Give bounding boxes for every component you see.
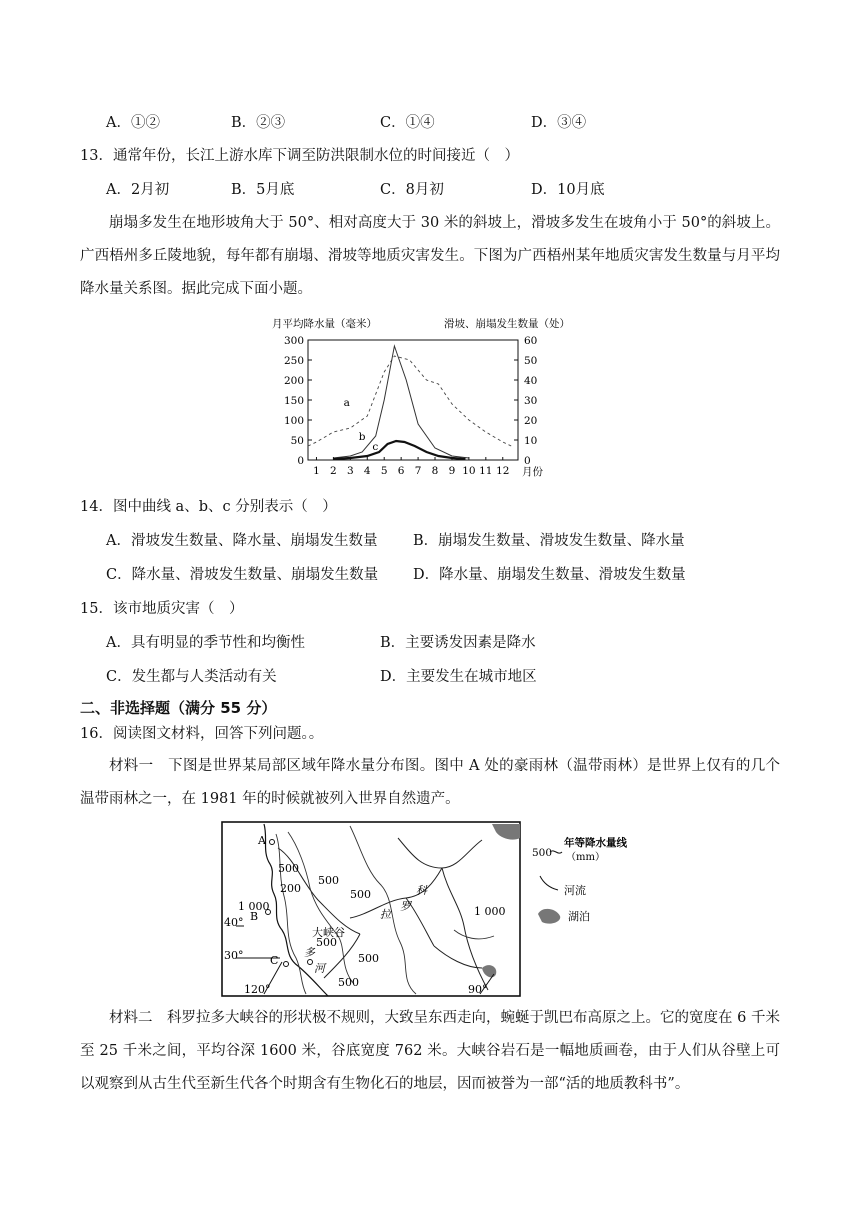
q14-stem: 14．图中曲线 a、b、c 分别表示（ ） [80, 499, 337, 515]
q15-option-a: A．具有明显的季节性和均衡性 [106, 635, 305, 651]
map-latitude-label: 30° [224, 949, 244, 962]
chart-x-tick-label: 9 [448, 465, 456, 477]
q13-option-d: D．10月底 [531, 182, 605, 198]
map-point-c: C [270, 954, 279, 967]
q14-option-c: C．降水量、滑坡发生数量、崩塌发生数量 [106, 567, 379, 583]
landslide-rainfall-chart [270, 312, 570, 480]
map-point-b: B [250, 910, 259, 923]
chart-series-label-a: a [343, 397, 350, 409]
q13-stem: 13．通常年份，长江上游水库下调至防洪限制水位的时间接近（ ） [80, 148, 519, 164]
chart-series-label-c: c [372, 441, 379, 453]
map-isohyet-label: 500 [316, 936, 337, 949]
legend-lake-icon [538, 909, 560, 924]
q13-option-c: C．8月初 [380, 182, 444, 198]
chart-x-tick-label: 8 [431, 465, 439, 477]
chart-left-tick-label: 0 [297, 455, 304, 467]
q16-material-two: 材料二 科罗拉多大峡谷的形状极不规则，大致呈东西走向，蜿蜒于凯巴布高原之上。它的宽度在 6 千米至 25 千米之间，平均谷深 1600 米，谷底宽度 762 米。大峡谷岩石是一幅地质画卷，由于人们从谷壁上可以观察到从古生代至新生代各个时期含有生物化石的地层，因而被誉为一部“活的地质教科书”。 [80, 1010, 780, 1092]
map-isohyet-label: 500 [278, 862, 299, 875]
chart-right-tick-label: 30 [524, 395, 538, 407]
legend-river: 河流 [564, 884, 586, 897]
chart-right-tick-label: 10 [524, 435, 538, 447]
map-point-a: A [258, 834, 266, 847]
legend-lake: 湖泊 [568, 910, 590, 923]
chart-x-tick-label: 1 [313, 465, 320, 477]
q15-option-c: C．发生都与人类活动有关 [106, 669, 277, 685]
chart-x-axis-title: 月份 [522, 466, 543, 478]
map-isohyet-label: 1 000 [474, 905, 506, 918]
chart-x-tick-label: 11 [479, 465, 493, 477]
landslide-intro-paragraph: 崩塌多发生在地形坡角大于 50°、相对高度大于 30 米的斜坡上，滑坡多发生在坡角小于 50°的斜坡上。广西梧州多丘陵地貌，每年都有崩塌、滑坡等地质灾害发生。下图为广西梧州某年地质灾害发生数量与月平均降水量关系图。据此完成下面小题。 [80, 215, 780, 297]
chart-x-tick-label: 10 [462, 465, 476, 477]
precipitation-map [220, 818, 640, 998]
chart-left-axis-title: 月平均降水量（毫米） [272, 318, 377, 330]
chart-right-tick-label: 0 [524, 455, 531, 467]
chart-left-tick-label: 300 [283, 335, 304, 347]
map-river-char: 河 [314, 962, 325, 975]
legend-isohyet-title: 年等降水量线 [564, 837, 627, 849]
q15-option-d: D．主要发生在城市地区 [380, 669, 537, 685]
q12-option-b: B．②③ [231, 115, 286, 131]
map-longitude-label: 90° [468, 983, 488, 996]
chart-x-tick-label: 3 [346, 465, 354, 477]
q14-option-a: A．滑坡发生数量、降水量、崩塌发生数量 [106, 533, 378, 549]
map-isohyet-label: 500 [358, 952, 379, 965]
q13-option-a: A．2月初 [106, 182, 170, 198]
q15-stem: 15．该市地质灾害（ ） [80, 601, 244, 617]
chart-x-tick-label: 4 [363, 465, 371, 477]
q13-option-b: B．5月底 [231, 182, 295, 198]
chart-right-tick-label: 40 [524, 375, 538, 387]
chart-x-tick-label: 5 [380, 465, 388, 477]
legend-isohyet-unit: （mm） [566, 852, 605, 863]
q12-option-d: D．③④ [531, 115, 587, 131]
map-isohyet-label: 1 000 [238, 900, 270, 913]
chart-right-axis-title: 滑坡、崩塌发生数量（处） [444, 318, 570, 330]
q14-option-d: D．降水量、崩塌发生数量、滑坡发生数量 [413, 567, 686, 583]
map-river-char: 科 [416, 884, 427, 897]
chart-series-label-b: b [358, 431, 366, 443]
chart-left-tick-label: 50 [290, 435, 304, 447]
map-isohyet-label: 200 [280, 882, 301, 895]
q12-option-c: C．①④ [380, 115, 435, 131]
chart-right-tick-label: 20 [524, 415, 538, 427]
q16-stem: 16．阅读图文材料，回答下列问题。。 [80, 726, 324, 742]
section-heading: 二、非选择题（满分 55 分） [80, 699, 277, 717]
map-river-char: 多 [304, 946, 315, 959]
legend-isohyet-sample: 500 [532, 847, 553, 859]
map-isohyet-label: 500 [338, 976, 359, 989]
map-latitude-label: 40° [224, 916, 244, 929]
chart-left-tick-label: 150 [283, 395, 304, 407]
map-river-char: 拉 [380, 908, 391, 921]
chart-x-tick-label: 6 [397, 465, 405, 477]
chart-left-tick-label: 200 [283, 375, 304, 387]
map-isohyet-label: 500 [350, 888, 371, 901]
map-canyon-label: 大峡谷 [312, 926, 345, 939]
chart-x-tick-label: 2 [330, 465, 337, 477]
chart-x-tick-label: 7 [414, 465, 422, 477]
map-longitude-label: 120° [244, 983, 271, 996]
chart-series-c-line [333, 441, 465, 459]
q15-option-b: B．主要诱发因素是降水 [380, 635, 536, 651]
chart-right-tick-label: 50 [524, 355, 538, 367]
map-river-char: 罗 [400, 900, 411, 913]
chart-left-tick-label: 100 [283, 415, 304, 427]
q16-material-one: 材料一 下图是世界某局部区域年降水量分布图。图中 A 处的豪雨林（温带雨林）是世界上仅有的几个温带雨林之一，在 1981 年的时候就被列入世界自然遗产。 [80, 758, 780, 807]
map-isohyet-label: 500 [318, 874, 339, 887]
chart-series-a-line [308, 356, 511, 446]
chart-x-tick-label: 12 [496, 465, 510, 477]
q14-option-b: B．崩塌发生数量、滑坡发生数量、降水量 [413, 533, 685, 549]
q12-option-a: A．①② [106, 115, 160, 131]
chart-left-tick-label: 250 [283, 355, 304, 367]
chart-right-tick-label: 60 [524, 335, 538, 347]
